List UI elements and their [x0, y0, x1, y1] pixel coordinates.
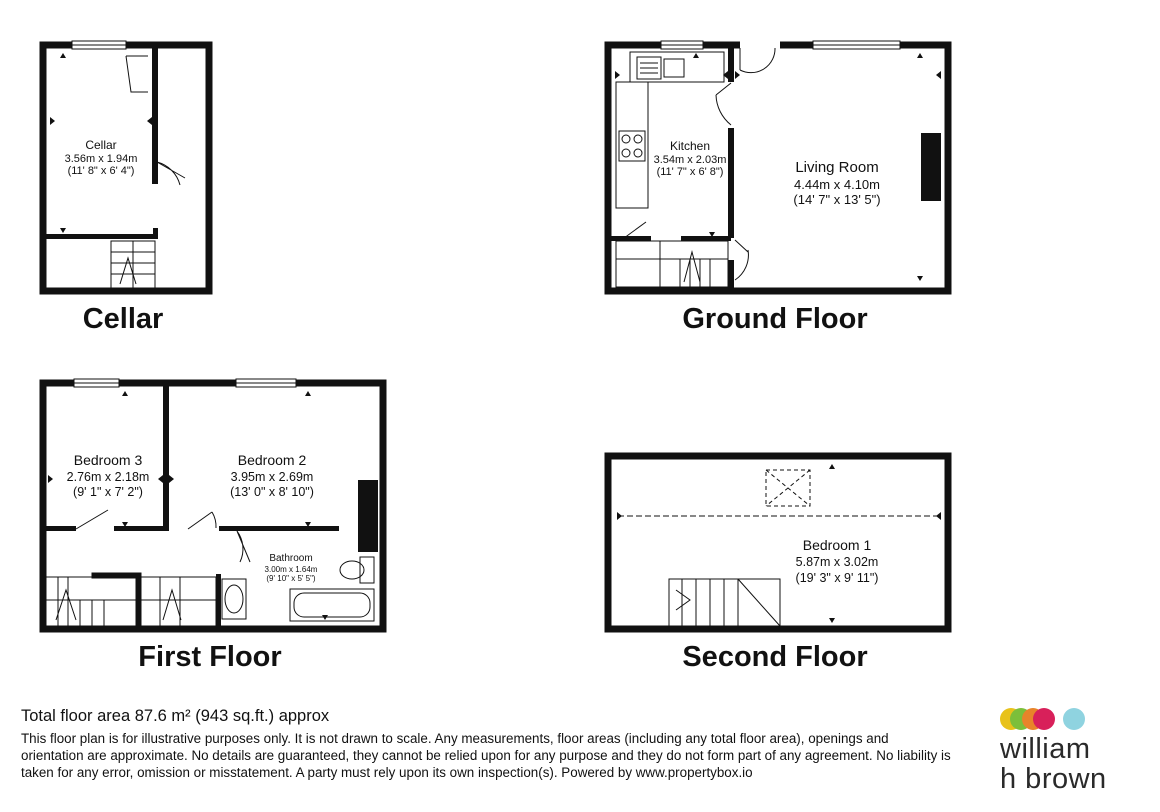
bathroom-metric: 3.00m x 1.64m	[264, 565, 318, 574]
logo-line-2: h brown	[1000, 763, 1107, 795]
logo-dot-blue	[1063, 708, 1085, 730]
disclaimer-text: This floor plan is for illustrative purposes only. It is not drawn to scale. Any measurements, floor areas (including any total floor area), openings and orientation are approximate. No details are guaranteed, they cannot be relied upon for any purpose and they do not form part of any agreement. No liability is taken for any error, omission or misstatement. A party must rely upon its own inspection(s). Powered by www.propertybox.io	[21, 731, 951, 780]
cellar-title: Cellar	[82, 303, 164, 335]
cellar-room-metric: 3.56m x 1.94m	[64, 153, 138, 165]
bedroom1-imperial: (19' 3" x 9' 11")	[795, 571, 879, 585]
kitchen-room-name: Kitchen	[669, 139, 711, 153]
bedroom2-name: Bedroom 2	[237, 452, 307, 468]
cellar-room-name: Cellar	[85, 138, 117, 152]
first-floor-title: First Floor	[138, 641, 282, 673]
total-floor-area: Total floor area 87.6 m² (943 sq.ft.) approx	[21, 707, 330, 725]
bedroom3-name: Bedroom 3	[73, 452, 143, 468]
bathroom-name: Bathroom	[269, 553, 313, 564]
bedroom3-imperial: (9' 1" x 7' 2")	[73, 485, 143, 499]
ground-floor-plan	[608, 41, 948, 335]
living-room-metric: 4.44m x 4.10m	[794, 177, 880, 192]
ground-floor-title: Ground Floor	[682, 303, 868, 335]
cellar-plan	[43, 41, 209, 335]
bedroom2-metric: 3.95m x 2.69m	[230, 470, 314, 484]
first-floor-plan	[43, 379, 383, 673]
bedroom1-metric: 5.87m x 3.02m	[795, 555, 879, 569]
bathroom-imperial: (9' 10" x 5' 5")	[266, 574, 316, 583]
bedroom2-imperial: (13' 0" x 8' 10")	[230, 485, 314, 499]
second-floor-title: Second Floor	[682, 641, 868, 673]
kitchen-room-imperial: (11' 7" x 6' 8")	[656, 166, 724, 178]
living-room-imperial: (14' 7" x 13' 5")	[793, 192, 881, 207]
second-floor-plan	[608, 456, 948, 673]
logo-line-1: william	[1000, 733, 1091, 765]
logo-dot-pink	[1033, 708, 1055, 730]
bedroom1-name: Bedroom 1	[802, 537, 872, 553]
logo-dots	[1000, 708, 1100, 734]
bedroom3-metric: 2.76m x 2.18m	[66, 470, 150, 484]
william-h-brown-logo	[1000, 708, 1130, 798]
living-room-name: Living Room	[795, 159, 879, 176]
kitchen-room-metric: 3.54m x 2.03m	[653, 154, 727, 166]
cellar-room-imperial: (11' 8" x 6' 4")	[67, 165, 135, 177]
